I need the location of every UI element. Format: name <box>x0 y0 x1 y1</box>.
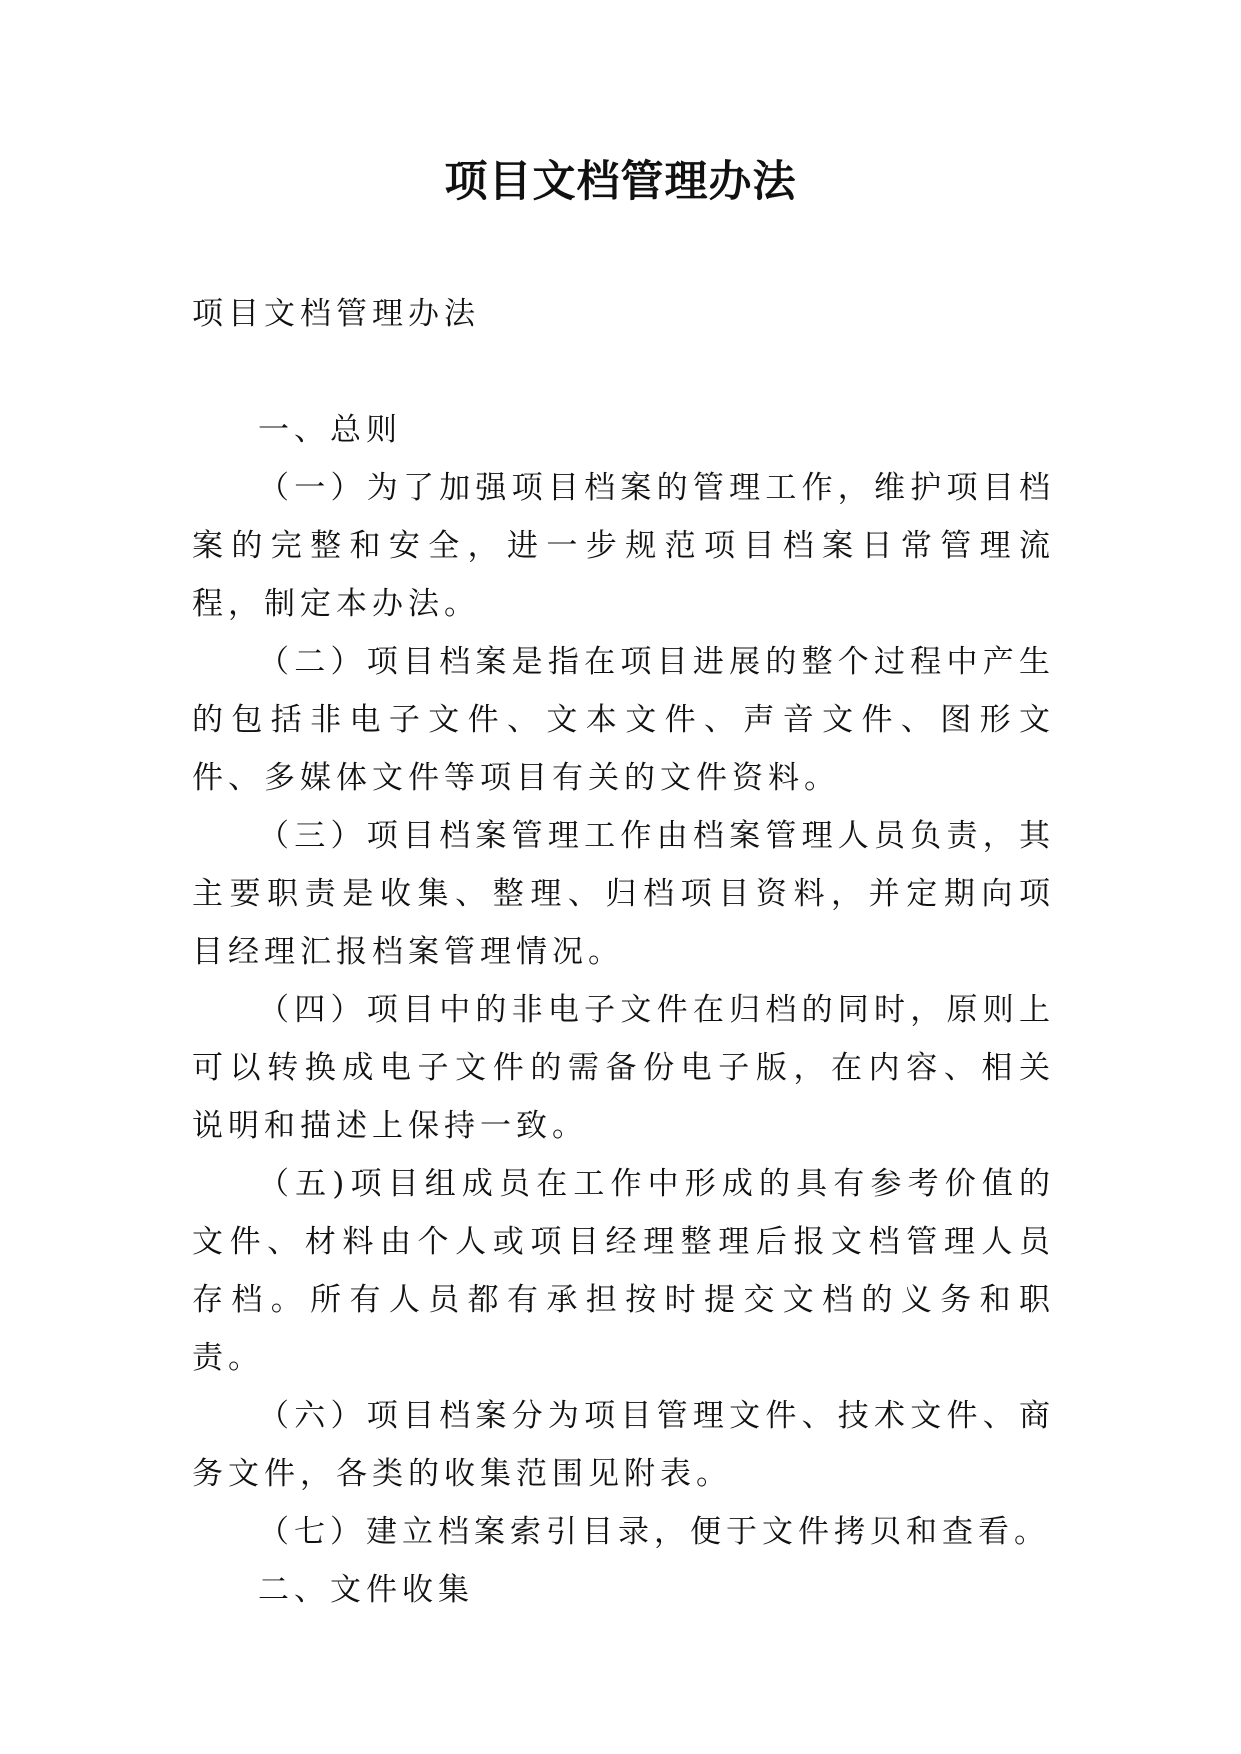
paragraph-1: （一）为了加强项目档案的管理工作，维护项目档案的完整和安全，进一步规范项目档案日常管理流程，制定本办法。 <box>192 470 1055 622</box>
paragraph-4: （四）项目中的非电子文件在归档的同时，原则上可以转换成电子文件的需备份电子版，在内容、相关说明和描述上保持一致。 <box>192 992 1055 1144</box>
paragraph-3: （三）项目档案管理工作由档案管理人员负责，其主要职责是收集、整理、归档项目资料，并定期向项目经理汇报档案管理情况。 <box>192 818 1055 970</box>
document-subtitle: 项目文档管理办法 <box>192 296 480 332</box>
paragraph-6: （六）项目档案分为项目管理文件、技术文件、商务文件，各类的收集范围见附表。 <box>192 1398 1055 1492</box>
section-heading-general: 一、总则 <box>258 412 402 448</box>
document-title: 项目文档管理办法 <box>444 157 797 207</box>
document-body <box>192 285 1055 1619</box>
paragraph-5: （五)项目组成员在工作中形成的具有参考价值的文件、材料由个人或项目经理整理后报文档管理人员存档。所有人员都有承担按时提交文档的义务和职责。 <box>192 1166 1055 1376</box>
section-heading-file-collection: 二、文件收集 <box>258 1572 474 1608</box>
paragraph-7: （七）建立档案索引目录，便于文件拷贝和查看。 <box>258 1514 1050 1550</box>
paragraph-2: （二）项目档案是指在项目进展的整个过程中产生的包括非电子文件、文本文件、声音文件、图形文件、多媒体文件等项目有关的文件资料。 <box>192 644 1055 796</box>
blank-line <box>192 343 1055 401</box>
